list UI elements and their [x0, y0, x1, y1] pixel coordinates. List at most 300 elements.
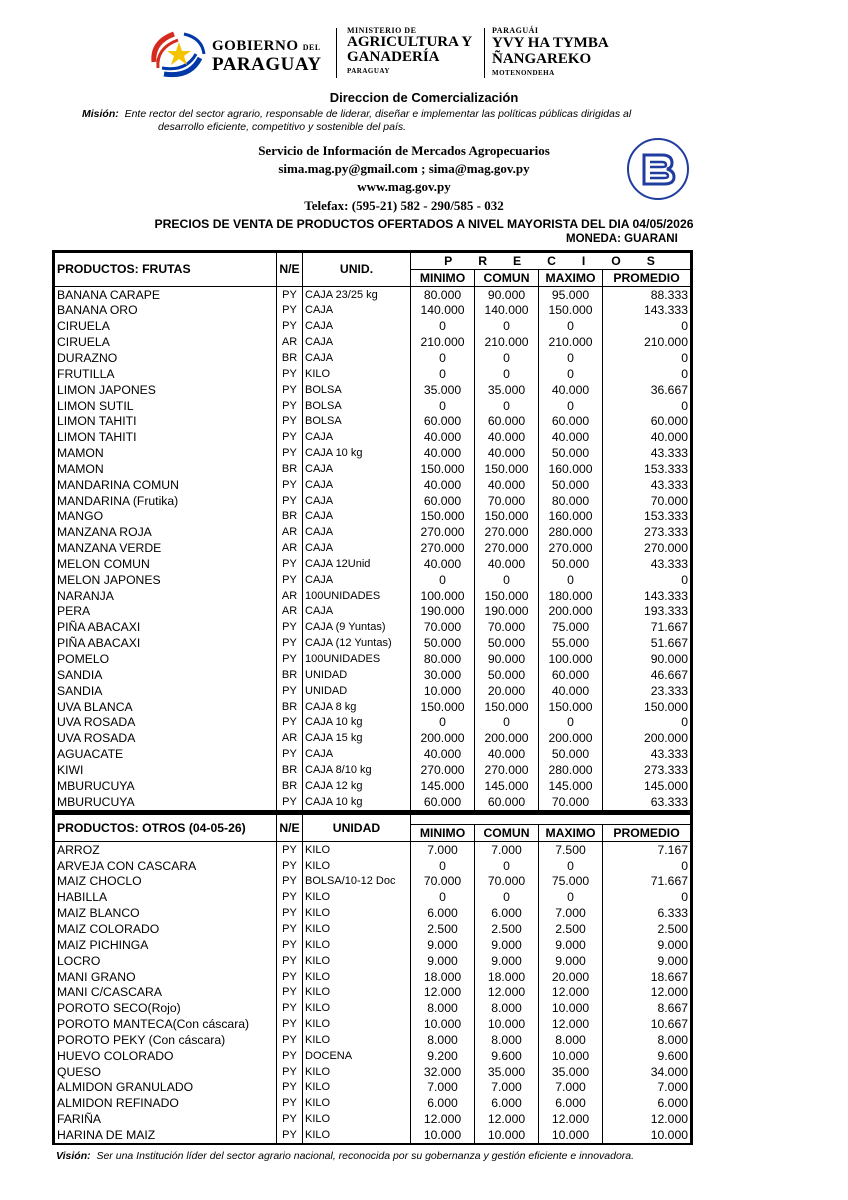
price-comun: 8.000	[475, 1032, 539, 1048]
price-maximo: 10.000	[539, 1000, 603, 1016]
unit: KILO	[303, 1095, 411, 1111]
mag-line3: GANADERÍA	[347, 49, 440, 65]
price-maximo: 10.000	[539, 1127, 603, 1143]
product-name: UVA ROSADA	[55, 730, 277, 746]
price-maximo: 7.000	[539, 905, 603, 921]
product-name: BANANA ORO	[55, 303, 277, 319]
otros-section-title: PRODUCTOS: OTROS (04-05-26)	[55, 815, 277, 842]
price-comun: 6.000	[475, 1095, 539, 1111]
price-comun: 0	[475, 398, 539, 414]
price-comun: 40.000	[475, 445, 539, 461]
product-name: MAIZ PICHINGA	[55, 937, 277, 953]
price-comun: 200.000	[475, 730, 539, 746]
table-row	[55, 477, 691, 493]
origin-code: BR	[277, 699, 303, 715]
otros-precios-spacer	[411, 815, 691, 825]
product-name: MAIZ BLANCO	[55, 905, 277, 921]
price-minimo: 150.000	[411, 461, 475, 477]
price-maximo: 0	[539, 858, 603, 874]
price-minimo: 60.000	[411, 493, 475, 509]
product-name: MELON JAPONES	[55, 572, 277, 588]
mision-line2: desarrollo eficiente, competitivo y sostenible del país.	[158, 121, 407, 133]
mag-line4: PARAGUAY	[347, 67, 390, 75]
price-maximo: 20.000	[539, 969, 603, 985]
unit: KILO	[303, 889, 411, 905]
price-comun: 0	[475, 889, 539, 905]
origin-code: PY	[277, 937, 303, 953]
product-name: UVA BLANCA	[55, 699, 277, 715]
price-comun: 140.000	[475, 303, 539, 319]
price-minimo: 40.000	[411, 477, 475, 493]
product-name: UVA ROSADA	[55, 714, 277, 730]
sima-telefax: Telefax: (595-21) 582 - 290/585 - 032	[304, 198, 504, 213]
unit: KILO	[303, 953, 411, 969]
origin-code: PY	[277, 1048, 303, 1064]
product-name: MBURUCUYA	[55, 778, 277, 794]
price-comun: 270.000	[475, 540, 539, 556]
price-minimo: 18.000	[411, 969, 475, 985]
unit: KILO	[303, 1127, 411, 1143]
price-promedio: 210.000	[603, 334, 691, 350]
price-promedio: 10.667	[603, 1016, 691, 1032]
table-row	[55, 334, 691, 350]
paraguay-text: PARAGUAY	[212, 54, 322, 75]
price-comun: 145.000	[475, 778, 539, 794]
price-promedio: 273.333	[603, 762, 691, 778]
table-row	[55, 1080, 691, 1096]
unit: CAJA (9 Yuntas)	[303, 619, 411, 635]
origin-code: PY	[277, 493, 303, 509]
table-row	[55, 398, 691, 414]
price-maximo: 75.000	[539, 874, 603, 890]
price-maximo: 7.500	[539, 841, 603, 857]
unit: 100UNIDADES	[303, 588, 411, 604]
pyg-line2: YVY HA TYMBA	[492, 35, 609, 51]
price-minimo: 80.000	[411, 651, 475, 667]
unit: KILO	[303, 1080, 411, 1096]
product-name: BANANA CARAPE	[55, 286, 277, 302]
price-comun: 40.000	[475, 429, 539, 445]
price-minimo: 10.000	[411, 1127, 475, 1143]
origin-code: PY	[277, 398, 303, 414]
comun-column-header: COMUN	[475, 269, 539, 286]
price-comun: 150.000	[475, 509, 539, 525]
price-maximo: 40.000	[539, 429, 603, 445]
price-promedio: 0	[603, 398, 691, 414]
moneda-label: MONEDA: GUARANI	[566, 233, 678, 245]
unit: CAJA	[303, 604, 411, 620]
price-minimo: 0	[411, 889, 475, 905]
price-promedio: 6.000	[603, 1095, 691, 1111]
table-row	[55, 540, 691, 556]
table-row	[55, 572, 691, 588]
product-name: CIRUELA	[55, 318, 277, 334]
pyg-line3: ÑANGAREKO	[492, 51, 592, 67]
price-comun: 190.000	[475, 604, 539, 620]
unit: KILO	[303, 1000, 411, 1016]
unit: DOCENA	[303, 1048, 411, 1064]
price-comun: 150.000	[475, 699, 539, 715]
price-maximo: 145.000	[539, 778, 603, 794]
table-row	[55, 714, 691, 730]
table-row	[55, 429, 691, 445]
table-row	[55, 762, 691, 778]
origin-code: PY	[277, 429, 303, 445]
price-promedio: 143.333	[603, 303, 691, 319]
price-promedio: 270.000	[603, 540, 691, 556]
price-maximo: 50.000	[539, 445, 603, 461]
origin-code: PY	[277, 746, 303, 762]
table-row	[55, 889, 691, 905]
origin-code: PY	[277, 1016, 303, 1032]
price-minimo: 270.000	[411, 524, 475, 540]
table-row	[55, 1048, 691, 1064]
product-name: MANDARINA COMUN	[55, 477, 277, 493]
price-comun: 18.000	[475, 969, 539, 985]
price-comun: 60.000	[475, 794, 539, 810]
table-row	[55, 699, 691, 715]
unit: CAJA	[303, 303, 411, 319]
price-maximo: 270.000	[539, 540, 603, 556]
origin-code: PY	[277, 1111, 303, 1127]
price-maximo: 0	[539, 318, 603, 334]
header-divider-2	[484, 28, 485, 78]
price-promedio: 46.667	[603, 667, 691, 683]
price-comun: 0	[475, 318, 539, 334]
price-minimo: 7.000	[411, 1080, 475, 1096]
unit: CAJA	[303, 572, 411, 588]
price-promedio: 8.000	[603, 1032, 691, 1048]
price-promedio: 0	[603, 318, 691, 334]
price-comun: 150.000	[475, 461, 539, 477]
table-row	[55, 858, 691, 874]
price-comun: 0	[475, 572, 539, 588]
price-minimo: 12.000	[411, 1111, 475, 1127]
comun-column-header: COMUN	[475, 825, 539, 842]
price-minimo: 40.000	[411, 746, 475, 762]
product-name: MANI C/CASCARA	[55, 984, 277, 1000]
price-minimo: 0	[411, 366, 475, 382]
product-name: MANI GRANO	[55, 969, 277, 985]
price-minimo: 9.200	[411, 1048, 475, 1064]
table-row	[55, 730, 691, 746]
price-maximo: 40.000	[539, 382, 603, 398]
price-promedio: 153.333	[603, 461, 691, 477]
unit: KILO	[303, 858, 411, 874]
unid-column-header: UNID.	[303, 253, 411, 287]
product-name: LOCRO	[55, 953, 277, 969]
unit: CAJA 12Unid	[303, 556, 411, 572]
price-comun: 9.000	[475, 953, 539, 969]
gobierno-text: GOBIERNO	[212, 38, 299, 54]
price-minimo: 8.000	[411, 1032, 475, 1048]
price-minimo: 0	[411, 318, 475, 334]
price-maximo: 210.000	[539, 334, 603, 350]
price-promedio: 145.000	[603, 778, 691, 794]
origin-code: BR	[277, 509, 303, 525]
price-promedio: 88.333	[603, 286, 691, 302]
price-promedio: 70.000	[603, 493, 691, 509]
direccion-title: Direccion de Comercialización	[329, 90, 519, 105]
frutas-rows	[55, 286, 691, 809]
price-promedio: 40.000	[603, 429, 691, 445]
origin-code: PY	[277, 556, 303, 572]
table-row	[55, 619, 691, 635]
unit: UNIDAD	[303, 683, 411, 699]
price-minimo: 80.000	[411, 286, 475, 302]
sima-emails: sima.mag.py@gmail.com ; sima@mag.gov.py	[278, 161, 530, 176]
unit: BOLSA/10-12 Doc	[303, 874, 411, 890]
header-divider	[336, 28, 337, 78]
product-name: AGUACATE	[55, 746, 277, 762]
origin-code: AR	[277, 604, 303, 620]
unit: CAJA 8/10 kg	[303, 762, 411, 778]
table-row	[55, 937, 691, 953]
table-row	[55, 509, 691, 525]
price-promedio: 153.333	[603, 509, 691, 525]
mag-line2: AGRICULTURA Y	[347, 34, 473, 50]
table-row	[55, 1095, 691, 1111]
unit: UNIDAD	[303, 667, 411, 683]
price-comun: 35.000	[475, 1064, 539, 1080]
table-row	[55, 286, 691, 302]
price-promedio: 36.667	[603, 382, 691, 398]
price-minimo: 0	[411, 350, 475, 366]
unit: KILO	[303, 921, 411, 937]
origin-code: PY	[277, 714, 303, 730]
origin-code: PY	[277, 984, 303, 1000]
price-minimo: 70.000	[411, 619, 475, 635]
price-minimo: 145.000	[411, 778, 475, 794]
mag-line1: MINISTERIO DE	[347, 26, 417, 35]
price-maximo: 75.000	[539, 619, 603, 635]
price-comun: 270.000	[475, 524, 539, 540]
product-name: FARIÑA	[55, 1111, 277, 1127]
unit: CAJA (12 Yuntas)	[303, 635, 411, 651]
price-minimo: 40.000	[411, 556, 475, 572]
table-row	[55, 1000, 691, 1016]
price-promedio: 193.333	[603, 604, 691, 620]
unit: CAJA	[303, 334, 411, 350]
maximo-column-header: MAXIMO	[539, 825, 603, 842]
price-comun: 70.000	[475, 493, 539, 509]
unit: CAJA	[303, 461, 411, 477]
price-minimo: 0	[411, 858, 475, 874]
price-promedio: 7.000	[603, 1080, 691, 1096]
price-maximo: 280.000	[539, 524, 603, 540]
mision-label: Misión:	[82, 108, 119, 120]
price-promedio: 143.333	[603, 588, 691, 604]
price-minimo: 8.000	[411, 1000, 475, 1016]
unit: CAJA 12 kg	[303, 778, 411, 794]
price-maximo: 35.000	[539, 1064, 603, 1080]
origin-code: PY	[277, 303, 303, 319]
price-promedio: 9.600	[603, 1048, 691, 1064]
price-minimo: 190.000	[411, 604, 475, 620]
product-name: ALMIDON GRANULADO	[55, 1080, 277, 1096]
origin-code: PY	[277, 382, 303, 398]
mision-text	[82, 108, 722, 134]
table-row	[55, 461, 691, 477]
table-row	[55, 588, 691, 604]
origin-code: PY	[277, 921, 303, 937]
price-minimo: 12.000	[411, 984, 475, 1000]
price-promedio: 63.333	[603, 794, 691, 810]
pyg-line4: MOTENONDEHA	[492, 69, 555, 77]
unit: BOLSA	[303, 398, 411, 414]
product-name: MAMON	[55, 445, 277, 461]
price-comun: 0	[475, 366, 539, 382]
ne-column-header: N/E	[277, 815, 303, 842]
price-comun: 10.000	[475, 1016, 539, 1032]
price-promedio: 7.167	[603, 841, 691, 857]
price-minimo: 60.000	[411, 413, 475, 429]
product-name: HUEVO COLORADO	[55, 1048, 277, 1064]
price-comun: 2.500	[475, 921, 539, 937]
price-comun: 20.000	[475, 683, 539, 699]
unit: KILO	[303, 366, 411, 382]
origin-code: PY	[277, 794, 303, 810]
table-row	[55, 905, 691, 921]
origin-code: PY	[277, 683, 303, 699]
table-row	[55, 667, 691, 683]
price-promedio: 71.667	[603, 619, 691, 635]
price-maximo: 0	[539, 572, 603, 588]
table-row	[55, 493, 691, 509]
price-promedio: 0	[603, 889, 691, 905]
table-row	[55, 318, 691, 334]
table-row	[55, 445, 691, 461]
product-name: POROTO SECO(Rojo)	[55, 1000, 277, 1016]
price-minimo: 10.000	[411, 1016, 475, 1032]
product-name: QUESO	[55, 1064, 277, 1080]
origin-code: PY	[277, 445, 303, 461]
table-row	[55, 1016, 691, 1032]
price-maximo: 6.000	[539, 1095, 603, 1111]
product-name: HARINA DE MAIZ	[55, 1127, 277, 1143]
sima-name: Servicio de Información de Mercados Agropecuarios	[258, 143, 550, 158]
price-promedio: 0	[603, 350, 691, 366]
price-promedio: 10.000	[603, 1127, 691, 1143]
price-comun: 8.000	[475, 1000, 539, 1016]
price-minimo: 7.000	[411, 841, 475, 857]
price-promedio: 9.000	[603, 937, 691, 953]
origin-code: PY	[277, 1000, 303, 1016]
price-comun: 60.000	[475, 413, 539, 429]
product-name: LIMON TAHITI	[55, 413, 277, 429]
unit: CAJA	[303, 429, 411, 445]
origin-code: PY	[277, 1032, 303, 1048]
vision-body: Ser una Institución líder del sector agrario nacional, reconocida por su gobernanza y gestión eficiente e innovadora.	[96, 1150, 635, 1162]
promedio-column-header: PROMEDIO	[603, 825, 691, 842]
price-comun: 7.000	[475, 841, 539, 857]
maximo-column-header: MAXIMO	[539, 269, 603, 286]
price-promedio: 18.667	[603, 969, 691, 985]
price-minimo: 40.000	[411, 445, 475, 461]
price-promedio: 9.000	[603, 953, 691, 969]
product-name: DURAZNO	[55, 350, 277, 366]
price-promedio: 8.667	[603, 1000, 691, 1016]
product-name: ARROZ	[55, 841, 277, 857]
price-promedio: 273.333	[603, 524, 691, 540]
product-name: MAIZ COLORADO	[55, 921, 277, 937]
product-name: POROTO MANTECA(Con cáscara)	[55, 1016, 277, 1032]
price-maximo: 70.000	[539, 794, 603, 810]
unit: CAJA	[303, 509, 411, 525]
price-minimo: 0	[411, 572, 475, 588]
origin-code: PY	[277, 477, 303, 493]
price-minimo: 100.000	[411, 588, 475, 604]
price-promedio: 6.333	[603, 905, 691, 921]
price-promedio: 200.000	[603, 730, 691, 746]
table-row	[55, 366, 691, 382]
guarani-logo-text	[492, 26, 632, 77]
gobierno-logo	[148, 28, 328, 80]
unit: KILO	[303, 937, 411, 953]
price-minimo: 30.000	[411, 667, 475, 683]
table-row	[55, 1032, 691, 1048]
table-row	[55, 1127, 691, 1143]
price-maximo: 12.000	[539, 1111, 603, 1127]
price-maximo: 0	[539, 889, 603, 905]
price-promedio: 90.000	[603, 651, 691, 667]
price-minimo: 9.000	[411, 937, 475, 953]
origin-code: PY	[277, 635, 303, 651]
price-comun: 40.000	[475, 746, 539, 762]
table-row	[55, 635, 691, 651]
price-comun: 0	[475, 714, 539, 730]
price-maximo: 7.000	[539, 1080, 603, 1096]
product-name: PERA	[55, 604, 277, 620]
mag-logo-text	[347, 26, 482, 75]
product-name: SANDIA	[55, 683, 277, 699]
origin-code: BR	[277, 461, 303, 477]
price-maximo: 150.000	[539, 303, 603, 319]
otros-rows	[55, 841, 691, 1143]
price-maximo: 95.000	[539, 286, 603, 302]
price-minimo: 10.000	[411, 683, 475, 699]
table-row	[55, 524, 691, 540]
gobierno-del-text: DEL	[302, 43, 321, 52]
origin-code: PY	[277, 969, 303, 985]
price-maximo: 10.000	[539, 1048, 603, 1064]
product-name: MANZANA ROJA	[55, 524, 277, 540]
price-comun: 9.000	[475, 937, 539, 953]
origin-code: PY	[277, 889, 303, 905]
unit: CAJA 8 kg	[303, 699, 411, 715]
price-comun: 10.000	[475, 1127, 539, 1143]
unit: BOLSA	[303, 382, 411, 398]
price-comun: 90.000	[475, 651, 539, 667]
origin-code: PY	[277, 572, 303, 588]
price-minimo: 50.000	[411, 635, 475, 651]
table-row	[55, 350, 691, 366]
price-maximo: 0	[539, 366, 603, 382]
price-comun: 40.000	[475, 556, 539, 572]
price-promedio: 12.000	[603, 1111, 691, 1127]
price-maximo: 200.000	[539, 730, 603, 746]
origin-code: PY	[277, 953, 303, 969]
price-promedio: 0	[603, 366, 691, 382]
price-maximo: 160.000	[539, 461, 603, 477]
product-name: LIMON JAPONES	[55, 382, 277, 398]
price-promedio: 43.333	[603, 556, 691, 572]
price-minimo: 60.000	[411, 794, 475, 810]
table-row	[55, 303, 691, 319]
price-minimo: 2.500	[411, 921, 475, 937]
price-promedio: 71.667	[603, 874, 691, 890]
price-promedio: 12.000	[603, 984, 691, 1000]
